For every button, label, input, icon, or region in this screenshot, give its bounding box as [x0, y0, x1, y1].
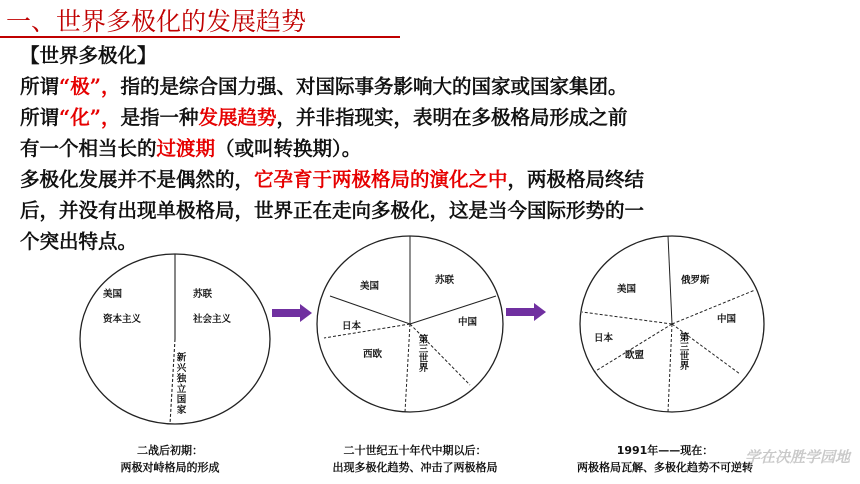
- highlight-origin: 它孕育于两极格局的演化之中: [254, 168, 508, 191]
- label-ussr: 苏联: [435, 275, 455, 286]
- label-third-world: 第三世界: [677, 332, 689, 370]
- divider-dashed: [594, 324, 672, 372]
- text-segment: 所谓: [20, 106, 60, 129]
- highlight-transition: 过渡期: [156, 137, 216, 160]
- label-new-states: 新兴独立国家: [174, 352, 186, 415]
- divider-line: [330, 296, 410, 324]
- label-us: 美国: [103, 289, 123, 300]
- caption-line: 1991年——现在：: [616, 444, 714, 457]
- highlight-hua: “化”，: [59, 106, 121, 129]
- text-segment: ，并非指现实，表明在多极格局形成之前: [276, 106, 628, 129]
- text-line-6: 个突出特点。: [20, 230, 138, 253]
- text-segment: 是指一种: [120, 106, 199, 129]
- caption-diagram-2: [305, 442, 525, 476]
- label-japan: 日本: [594, 333, 614, 344]
- divider-dashed: [672, 290, 755, 324]
- divider-line: [668, 236, 672, 324]
- label-third-world: 第三世界: [416, 334, 428, 372]
- text-segment: 多极化发展并不是偶然的，: [20, 168, 255, 191]
- label-us: 美国: [360, 281, 380, 292]
- label-eu: 欧盟: [625, 350, 645, 361]
- diagram-bipolar: [80, 254, 270, 424]
- diagram-multipolar-trend: [317, 236, 503, 412]
- arrow-1: [272, 304, 312, 322]
- text-segment: 指的是综合国力强、对国际事务影响大的国家或国家集团。: [120, 75, 628, 98]
- label-ussr: 苏联: [193, 289, 213, 300]
- divider-dashed: [324, 324, 410, 338]
- caption-line: 出现多极化趋势、冲击了两极格局: [332, 461, 498, 474]
- caption-diagram-1: [100, 442, 240, 476]
- label-china: 中国: [717, 314, 737, 325]
- divider-dashed: [668, 324, 672, 412]
- caption-line: 两极格局瓦解、多极化趋势不可逆转: [577, 461, 753, 474]
- label-russia: 俄罗斯: [681, 275, 710, 286]
- label-west-europe: 西欧: [363, 349, 383, 360]
- highlight-ji: “极”，: [59, 75, 121, 98]
- label-us: 美国: [617, 284, 637, 295]
- text-segment: （或叫转换期）。: [215, 137, 362, 160]
- caption-line: 二十世纪五十年代中期以后：: [343, 444, 487, 457]
- divider-line: [410, 296, 496, 324]
- caption-line: 两极对峙格局的形成: [120, 461, 220, 474]
- label-japan: 日本: [342, 321, 362, 332]
- caption-line: 二战后初期：: [137, 444, 203, 457]
- label-capitalism: 资本主义: [103, 314, 142, 325]
- diagram-multipolar-now: [580, 236, 764, 412]
- section-heading: 【世界多极化】: [20, 44, 157, 67]
- label-socialism: 社会主义: [193, 314, 232, 325]
- text-segment: 有一个相当长的: [20, 137, 157, 160]
- label-china: 中国: [458, 317, 478, 328]
- arrow-2: [506, 303, 546, 321]
- watermark: 学在决胜学园地: [744, 448, 850, 466]
- divider-dashed: [582, 312, 672, 324]
- text-segment: 所谓: [20, 75, 60, 98]
- text-segment: ，两极格局终结: [507, 168, 645, 191]
- divider-dashed: [405, 324, 410, 412]
- text-line-5: 后，并没有出现单极格局，世界正在走向多极化，这是当今国际形势的一: [20, 199, 645, 222]
- page-title: 一、世界多极化的发展趋势: [6, 7, 307, 36]
- highlight-trend: 发展趋势: [198, 106, 277, 129]
